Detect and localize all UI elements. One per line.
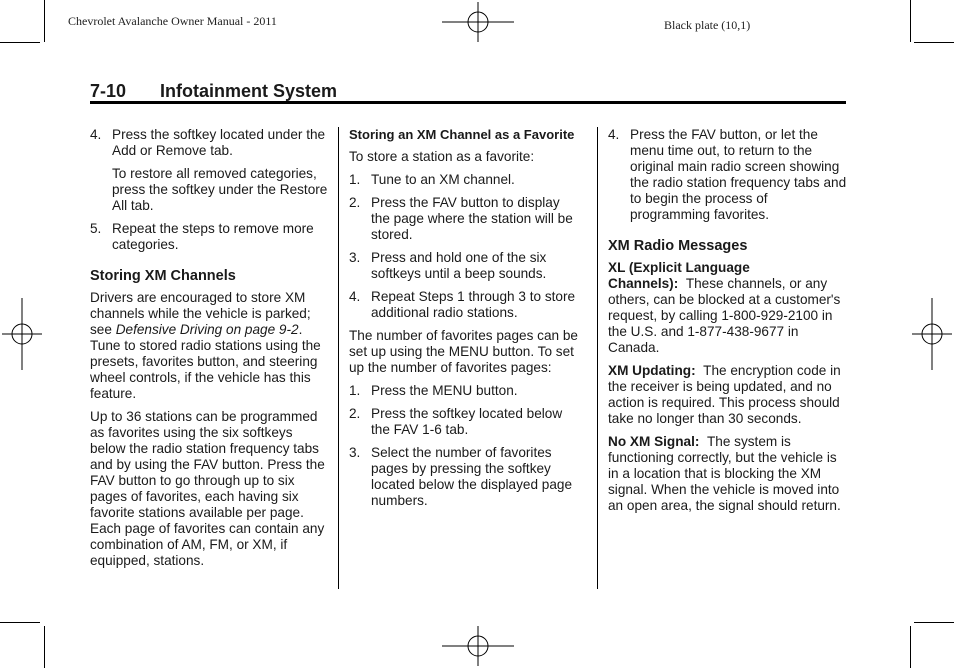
list-item: 4. Press the softkey located under the Add or Remove tab. [90,127,326,158]
registration-mark-left [2,298,42,370]
registration-mark-right [912,298,952,370]
column-3 [608,127,848,521]
paragraph: Up to 36 stations can be programmed as favorites using the six softkeys below the radio station frequency tabs and by using the FAV button. Press the FAV button to go through up to six pages of favorites, each having six favorite stations available per page. Each page of favorites can contain any combination of AM, FM, or XM, if equipped, stations. [90,409,325,568]
list-item: 2. Press the FAV button to display the page where the station will be stored. [349,195,573,242]
section-name: Infotainment System [160,81,338,101]
list-item: 3. Select the number of favorites pages by pressing the softkey located below the displayed page numbers. [349,445,573,508]
list-item: 1. Tune to an XM channel. [349,172,515,187]
list-item-note: To restore all removed categories, press the softkey under the Restore All tab. [112,166,328,213]
section-number: 7-10 [90,81,127,101]
column-divider [338,127,339,589]
list-item: 4. Press the FAV button, or let the menu time out, to return to the original main radio screen showing the radio station frequency tabs and to begin the process of programming favorites. [608,127,847,222]
cross-reference-link[interactable]: Defensive Driving on page 9-2 [115,322,299,337]
manual-title: Chevrolet Avalanche Owner Manual - 2011 [68,14,277,28]
column-2 [349,127,581,516]
paragraph: XM Updating: The encryption code in the receiver is being updated, and no action is required. This process should take no longer than 30 seconds. [608,363,841,426]
list-item: 3. Press and hold one of the six softkeys until a beep sounds. [349,250,547,281]
subheading-storing-favorite: Storing an XM Channel as a Favorite [349,127,575,142]
column-1 [90,127,328,576]
paragraph: The number of favorites pages can be set up using the MENU button. To set up the number of favorites pages: [349,328,578,375]
paragraph: Drivers are encouraged to store XM channels while the vehicle is parked; see Defensive Driving on page 9-2. Tune to stored radio stations using the presets, favorites button, and steering wheel controls, if the vehicle has this feature. [90,290,321,401]
registration-mark-bottom [442,626,514,666]
heading-storing-xm: Storing XM Channels [90,268,236,284]
paragraph: No XM Signal: The system is functioning correctly, but the vehicle is in a location that is blocking the XM signal. When the vehicle is moved into an open area, the signal should return. [608,434,841,513]
title-rule [90,101,846,104]
list-item: 4. Repeat Steps 1 through 3 to store additional radio stations. [349,289,576,320]
list-item: 5. Repeat the steps to remove more categories. [90,221,314,252]
plate-label: Black plate (10,1) [664,18,751,32]
list-item: 1. Press the MENU button. [349,383,518,398]
paragraph: XL (Explicit Language Channels): These channels, or any others, can be blocked at a customer's request, by calling 1-800-929-2100 in the U.S. and 1-877-438-9677 in Canada. [608,260,841,355]
paragraph: To store a station as a favorite: [349,149,535,164]
list-item: 2. Press the softkey located below the FAV 1-6 tab. [349,406,563,437]
registration-mark-top [442,2,514,42]
section-title [90,81,337,102]
heading-xm-messages: XM Radio Messages [608,238,748,254]
column-divider [597,127,598,589]
